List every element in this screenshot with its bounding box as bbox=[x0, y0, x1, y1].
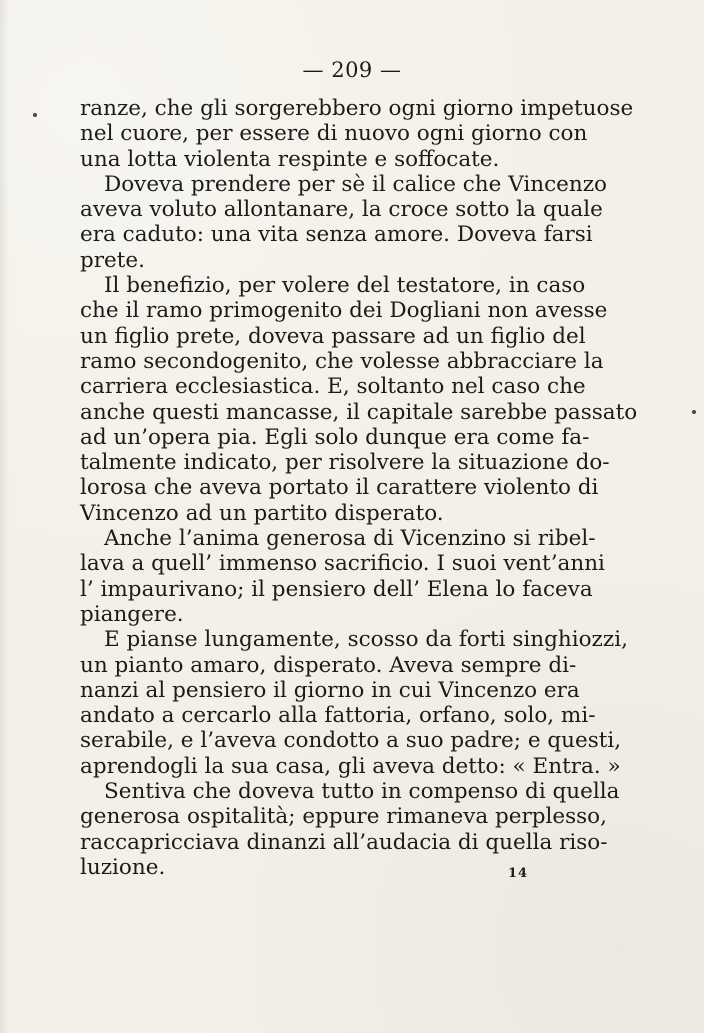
text-line: anche questi mancasse, il capitale sarebbe passato bbox=[80, 399, 638, 425]
text-line: Anche l’anima generosa di Vicenzino si ribel- bbox=[104, 526, 596, 552]
text-line: lorosa che aveva portato il carattere violento di bbox=[80, 475, 599, 501]
page-number: — 209 — bbox=[302, 58, 402, 82]
text-line: ad un’opera pia. Egli solo dunque era come fa- bbox=[80, 424, 590, 450]
text-line: andato a cercarlo alla fattoria, orfano, solo, mi- bbox=[80, 703, 596, 729]
text-line: Doveva prendere per sè il calice che Vincenzo bbox=[104, 171, 607, 197]
text-line: era caduto: una vita senza amore. Doveva farsi bbox=[80, 222, 593, 248]
text-line: nel cuore, per essere di nuovo ogni giorno con bbox=[80, 121, 588, 147]
text-line: lava a quell’ immenso sacrificio. I suoi vent’anni bbox=[80, 551, 605, 577]
text-line: Il benefizio, per volere del testatore, in caso bbox=[104, 273, 586, 299]
text-line: Vincenzo ad un partito disperato. bbox=[80, 500, 444, 526]
body-text bbox=[80, 96, 638, 880]
paragraph bbox=[80, 779, 620, 880]
text-line: talmente indicato, per risolvere la situazione do- bbox=[80, 450, 610, 476]
paragraph bbox=[80, 273, 638, 526]
text-line: ramo secondogenito, che volesse abbracciare la bbox=[80, 348, 604, 374]
text-line: E pianse lungamente, scosso da forti singhiozzi, bbox=[104, 627, 628, 653]
text-line: aprendogli la sua casa, gli aveva detto: « Entra. » bbox=[80, 753, 621, 779]
text-line: serabile, e l’aveva condotto a suo padre; e questi, bbox=[80, 728, 622, 754]
text-line: nanzi al pensiero il giorno in cui Vincenzo era bbox=[80, 677, 580, 703]
text-line: aveva voluto allontanare, la croce sotto la quale bbox=[80, 197, 603, 223]
text-line: carriera ecclesiastica. E, soltanto nel caso che bbox=[80, 374, 586, 400]
text-line: un figlio prete, doveva passare ad un figlio del bbox=[80, 323, 586, 349]
text-line: generosa ospitalità; eppure rimaneva perplesso, bbox=[80, 804, 607, 830]
paragraph bbox=[80, 96, 634, 172]
text-line: ranze, che gli sorgerebbero ogni giorno impetuose bbox=[80, 96, 634, 121]
text-line: luzione. bbox=[80, 854, 166, 880]
paragraph bbox=[80, 171, 607, 273]
text-line: una lotta violenta respinte e soffocate. bbox=[80, 146, 500, 172]
stray-mark bbox=[692, 410, 696, 414]
paragraph bbox=[80, 526, 605, 627]
signature-mark: 14 bbox=[508, 866, 529, 881]
text-line: l’ impaurivano; il pensiero dell’ Elena lo faceva bbox=[80, 576, 593, 602]
text-line: prete. bbox=[80, 247, 145, 273]
text-line: Sentiva che doveva tutto in compenso di quella bbox=[104, 779, 620, 805]
page-edge-shadow bbox=[0, 0, 9, 1033]
text-line: piangere. bbox=[80, 601, 184, 627]
text-line: un pianto amaro, disperato. Aveva sempre di- bbox=[80, 652, 577, 678]
stray-mark bbox=[33, 113, 37, 117]
text-line: raccapricciava dinanzi all’audacia di quella riso- bbox=[80, 829, 608, 855]
text-line: che il ramo primogenito dei Dogliani non avesse bbox=[80, 298, 608, 324]
paragraph bbox=[80, 627, 628, 779]
